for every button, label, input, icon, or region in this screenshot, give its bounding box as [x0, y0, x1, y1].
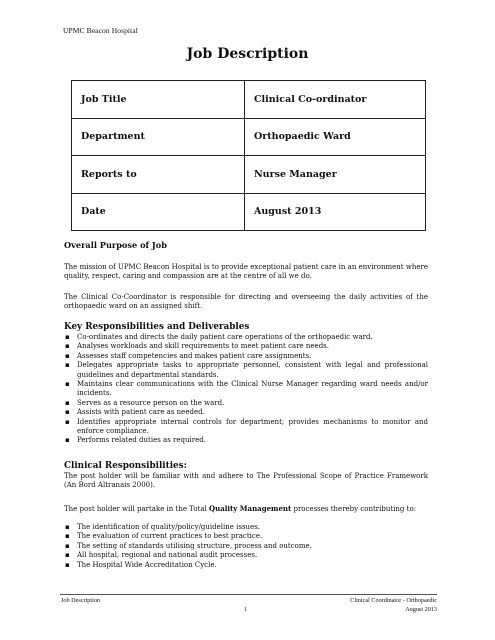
- purpose-heading: Overall Purpose of Job: [64, 240, 167, 250]
- info-label: Job Title: [72, 81, 245, 119]
- info-row: [72, 193, 426, 231]
- info-label: Department: [72, 118, 245, 156]
- footer-page-number: 1: [244, 606, 248, 613]
- footer-right-title: Clinical Coordinator - Orthopaedic: [350, 597, 437, 604]
- footer-left: Job Description: [61, 597, 101, 604]
- purpose-paragraph-role: The Clinical Co-Coordinator is responsible for directing and overseeing the daily activities of the orthopaedic ward on an assigned shift.: [64, 293, 428, 311]
- list-item: ▪ Performs related duties as required.: [64, 436, 428, 445]
- quality-management-emphasis: Quality Management: [209, 504, 292, 513]
- clinical-quality-text-after: processes thereby contributing to:: [291, 505, 417, 513]
- info-value: Orthopaedic Ward: [245, 118, 426, 156]
- list-item: ▪ The identification of quality/policy/guideline issues.: [64, 523, 428, 532]
- clinical-paragraph-scope: The post holder will be familiar with and adhere to The Professional Scope of Practice Framework (An Bord Altranais 2000).: [64, 472, 428, 490]
- info-value: Nurse Manager: [245, 156, 426, 194]
- info-value: Clinical Co-ordinator: [245, 81, 426, 119]
- list-item: ▪ Maintains clear communications with the Clinical Nurse Manager regarding ward needs and/or incidents.: [64, 380, 428, 399]
- clinical-heading: Clinical Responsibilities:: [64, 461, 187, 471]
- document-title: Job Description: [186, 46, 309, 62]
- job-info-table: [71, 80, 426, 231]
- list-item: ▪ Assists with patient care as needed.: [64, 408, 428, 417]
- footer-divider: [60, 594, 437, 595]
- info-row: [72, 118, 426, 156]
- info-label: Reports to: [72, 156, 245, 194]
- responsibilities-list: [64, 333, 428, 446]
- info-value: August 2013: [245, 193, 426, 231]
- info-row: [72, 156, 426, 194]
- list-item: ▪ Assesses staff competencies and makes patient care assignments.: [64, 352, 428, 361]
- list-item: ▪ Analyses workloads and skill requirements to meet patient care needs.: [64, 342, 428, 351]
- list-item: ▪ The evaluation of current practices to best practice.: [64, 532, 428, 541]
- info-label: Date: [72, 193, 245, 231]
- footer-right-date: August 2013: [405, 606, 437, 613]
- list-item: ▪ Serves as a resource person on the ward.: [64, 399, 428, 408]
- list-item: ▪ Co-ordinates and directs the daily patient care operations of the orthopaedic ward.: [64, 333, 428, 342]
- header-organization: UPMC Beacon Hospital: [63, 26, 138, 35]
- clinical-paragraph-quality: [64, 504, 428, 514]
- responsibilities-heading: Key Responsibilities and Deliverables: [64, 322, 250, 332]
- clinical-list: [64, 523, 428, 570]
- list-item: ▪ All hospital, regional and national audit processes.: [64, 551, 428, 560]
- purpose-paragraph-mission: The mission of UPMC Beacon Hospital is to provide exceptional patient care in an environment where quality, respect, caring and compassion are at the centre of all we do.: [64, 263, 428, 281]
- info-row: [72, 81, 426, 119]
- list-item: ▪ The setting of standards utilising structure, process and outcome.: [64, 542, 428, 551]
- list-item: ▪ Delegates appropriate tasks to appropriate personnel, consistent with legal and professional guidelines and departmental standards.: [64, 361, 428, 380]
- list-item: ▪ The Hospital Wide Accreditation Cycle.: [64, 561, 428, 570]
- list-item: ▪ Identifies appropriate internal controls for department; provides mechanisms to monitor and enforce compliance.: [64, 418, 428, 437]
- clinical-quality-text-before: The post holder will partake in the Total: [64, 505, 210, 513]
